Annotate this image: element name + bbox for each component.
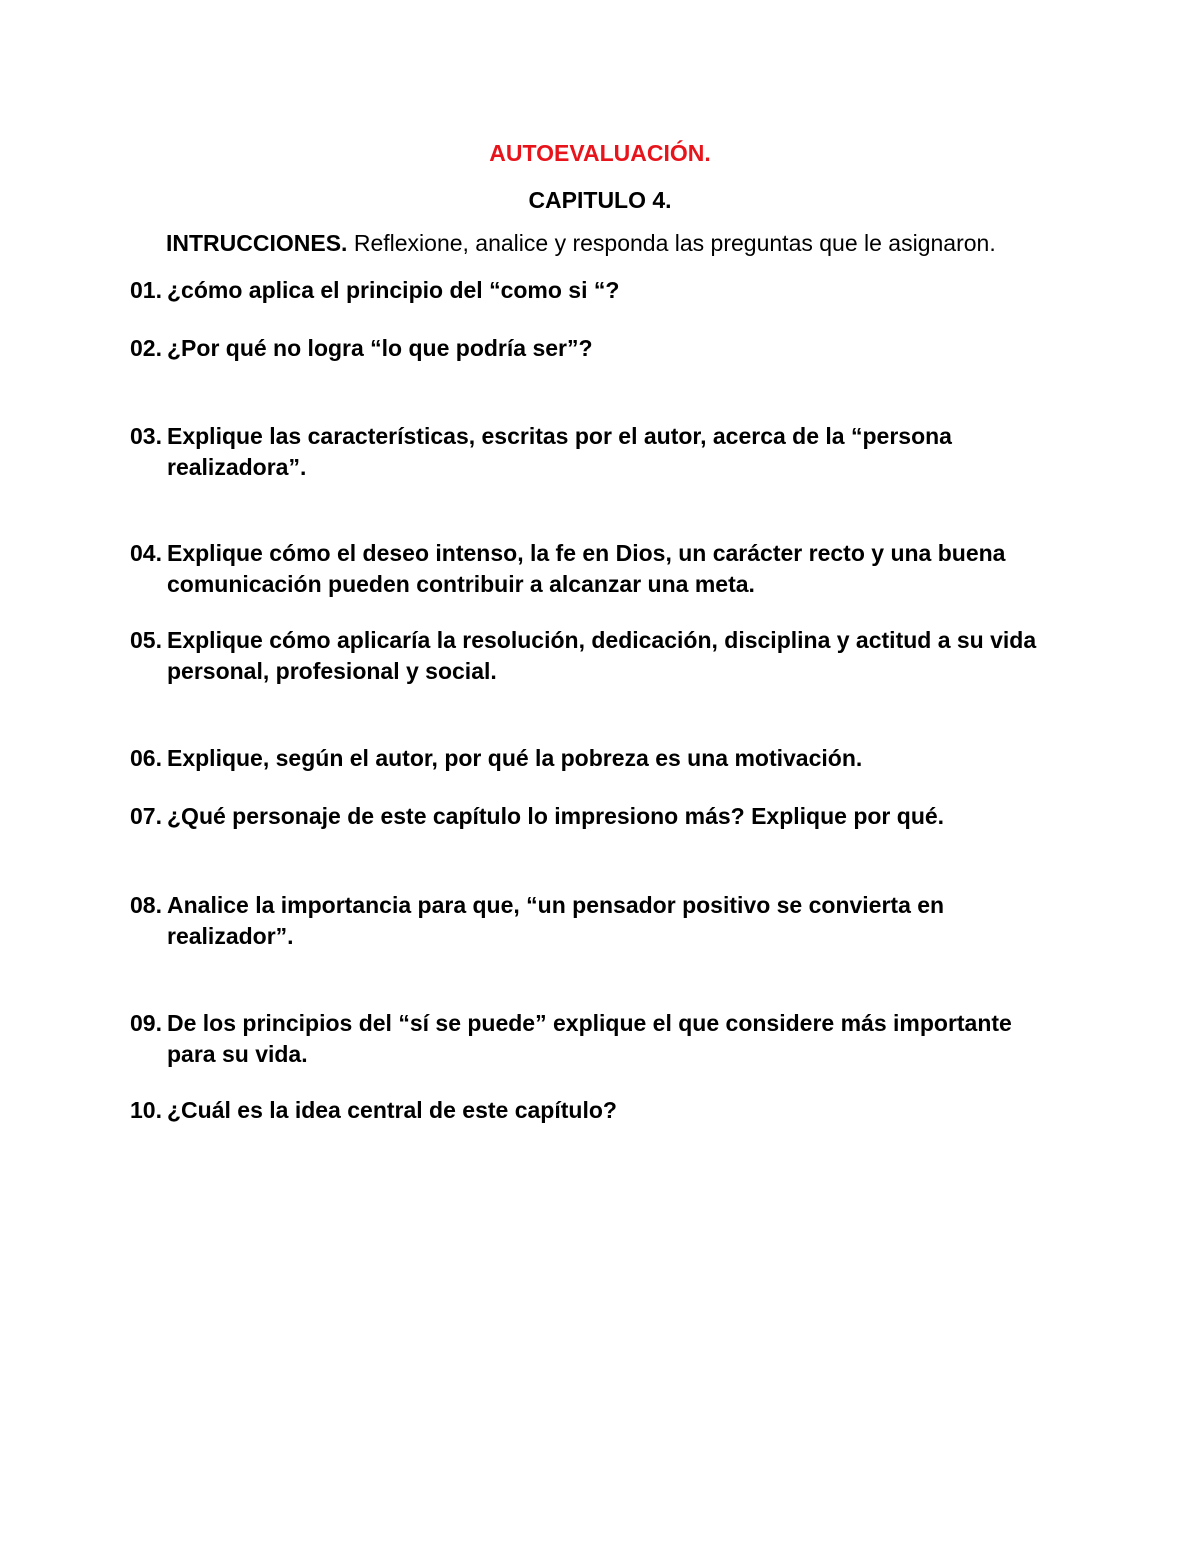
question-text: Explique las características, escritas por el autor, acerca de la “persona realizadora”. <box>167 423 952 480</box>
question-text: Analice la importancia para que, “un pensador positivo se convierta en realizador”. <box>167 892 945 949</box>
question-number: 02. <box>130 335 162 361</box>
question-text: ¿cómo aplica el principio del “como si “? <box>167 277 620 303</box>
document-title: AUTOEVALUACIÓN. <box>489 140 711 166</box>
question-item <box>130 890 1060 952</box>
question-text: ¿Cuál es la idea central de este capítulo? <box>167 1097 617 1123</box>
question-number: 09. <box>130 1010 162 1036</box>
question-number: 03. <box>130 423 162 449</box>
question-text: ¿Por qué no logra “lo que podría ser”? <box>167 335 593 361</box>
question-item <box>130 743 1060 774</box>
question-item <box>130 538 1060 600</box>
instructions-text: Reflexione, analice y responda las preguntas que le asignaron. <box>347 230 996 256</box>
question-item <box>130 1095 1060 1126</box>
question-text: De los principios del “sí se puede” explique el que considere más importante para su vida. <box>167 1010 1012 1067</box>
question-text: Explique, según el autor, por qué la pobreza es una motivación. <box>167 745 863 771</box>
question-item <box>130 421 1060 483</box>
question-text: Explique cómo aplicaría la resolución, dedicación, disciplina y actitud a su vida personal, profesional y social. <box>167 627 1037 684</box>
question-item <box>130 275 1060 306</box>
chapter-subtitle: CAPITULO 4. <box>528 187 672 213</box>
question-number: 10. <box>130 1097 162 1123</box>
question-number: 05. <box>130 627 162 653</box>
question-number: 01. <box>130 277 162 303</box>
question-number: 06. <box>130 745 162 771</box>
instructions-label: INTRUCCIONES. <box>166 230 348 256</box>
question-item <box>130 625 1060 687</box>
question-text: Explique cómo el deseo intenso, la fe en Dios, un carácter recto y una buena comunicación pueden contribuir a alcanzar una meta. <box>167 540 1006 597</box>
question-text: ¿Qué personaje de este capítulo lo impresiono más? Explique por qué. <box>167 803 945 829</box>
question-number: 04. <box>130 540 162 566</box>
instructions <box>166 228 1126 258</box>
question-item <box>130 1008 1060 1070</box>
question-number: 07. <box>130 803 162 829</box>
question-item <box>130 801 1060 832</box>
question-number: 08. <box>130 892 162 918</box>
question-item <box>130 333 1060 364</box>
